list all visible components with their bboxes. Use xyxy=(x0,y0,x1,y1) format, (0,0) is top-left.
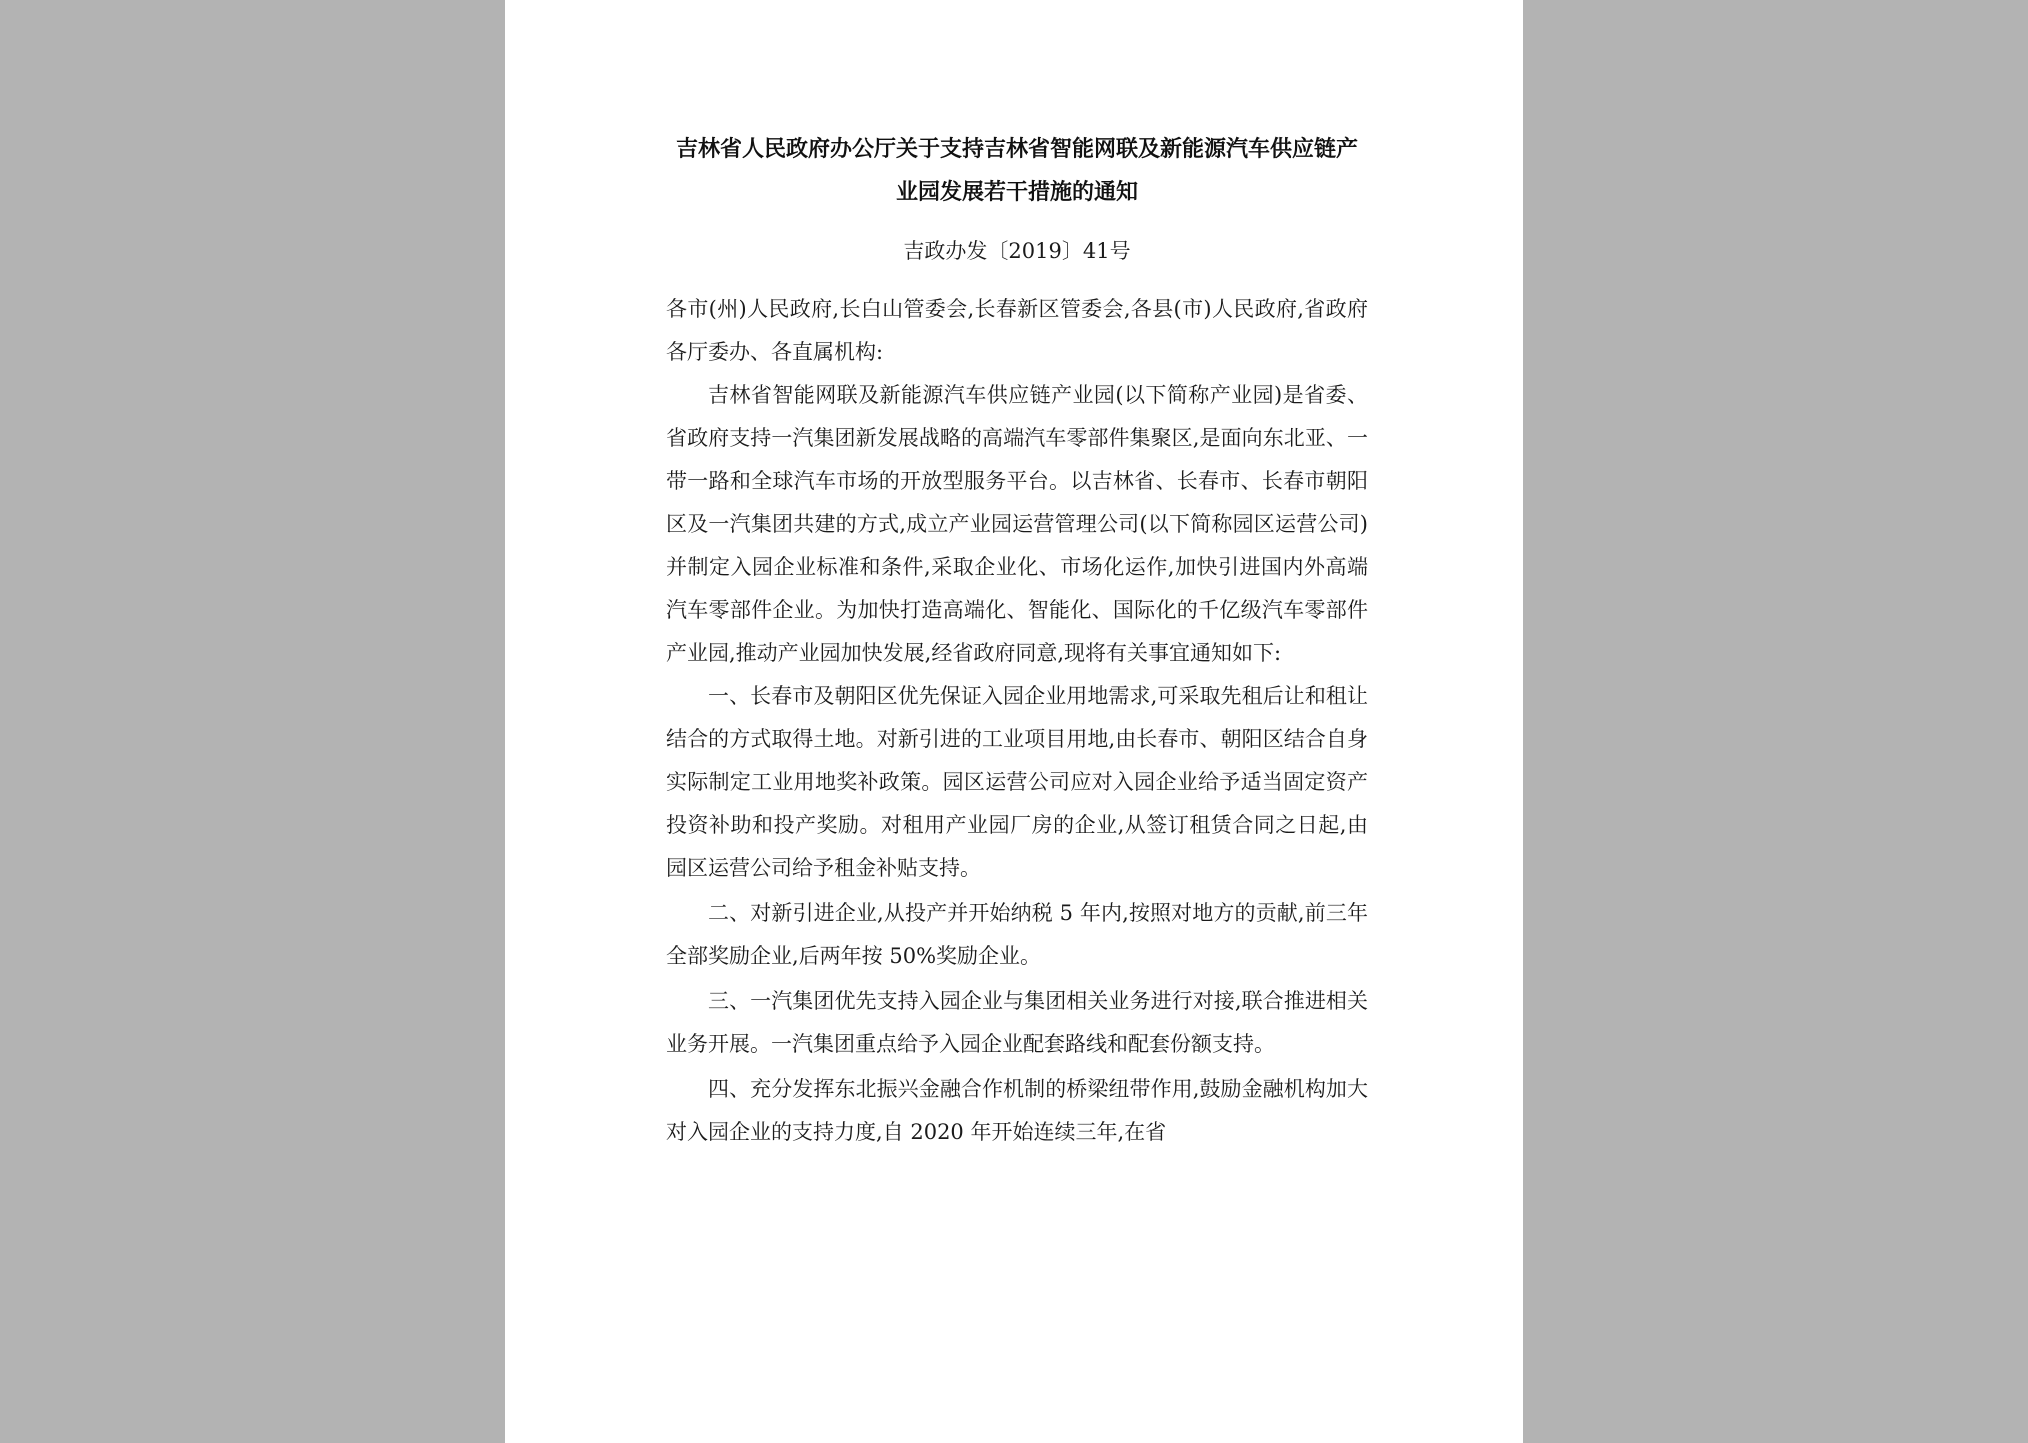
paragraph-item-4: 四、充分发挥东北振兴金融合作机制的桥梁纽带作用,鼓励金融机构加大对入园企业的支持力度,自 2020 年开始连续三年,在省 xyxy=(666,1077,1368,1144)
salutation: 各市(州)人民政府,长白山管委会,长春新区管委会,各县(市)人民政府,省政府各厅委办、各直属机构: xyxy=(666,297,1368,364)
document-title: 吉林省人民政府办公厅关于支持吉林省智能网联及新能源汽车供应链产业园发展若干措施的通知 xyxy=(675,137,1358,205)
document-number: 吉政办发〔2019〕41号 xyxy=(903,239,1131,263)
document-page xyxy=(505,0,1523,1443)
paragraph-intro: 吉林省智能网联及新能源汽车供应链产业园(以下简称产业园)是省委、省政府支持一汽集团新发展战略的高端汽车零部件集聚区,是面向东北亚、一带一路和全球汽车市场的开放型服务平台。以吉林省、长春市、长春市朝阳区及一汽集团共建的方式,成立产业园运营管理公司(以下简称园区运营公司)并制定入园企业标准和条件,采取企业化、市场化运作,加快引进国内外高端汽车零部件企业。为加快打造高端化、智能化、国际化的千亿级汽车零部件产业园,推动产业园加快发展,经省政府同意,现将有关事宜通知如下: xyxy=(666,383,1368,665)
document-content xyxy=(666,128,1368,1154)
paragraph-item-2: 二、对新引进企业,从投产并开始纳税 5 年内,按照对地方的贡献,前三年全部奖励企业,后两年按 50%奖励企业。 xyxy=(666,901,1368,968)
paragraph-item-1: 一、长春市及朝阳区优先保证入园企业用地需求,可采取先租后让和租让结合的方式取得土地。对新引进的工业项目用地,由长春市、朝阳区结合自身实际制定工业用地奖补政策。园区运营公司应对入园企业给予适当固定资产投资补助和投产奖励。对租用产业园厂房的企业,从签订租赁合同之日起,由园区运营公司给予租金补贴支持。 xyxy=(666,684,1368,880)
paragraph-item-3: 三、一汽集团优先支持入园企业与集团相关业务进行对接,联合推进相关业务开展。一汽集团重点给予入园企业配套路线和配套份额支持。 xyxy=(666,989,1368,1056)
